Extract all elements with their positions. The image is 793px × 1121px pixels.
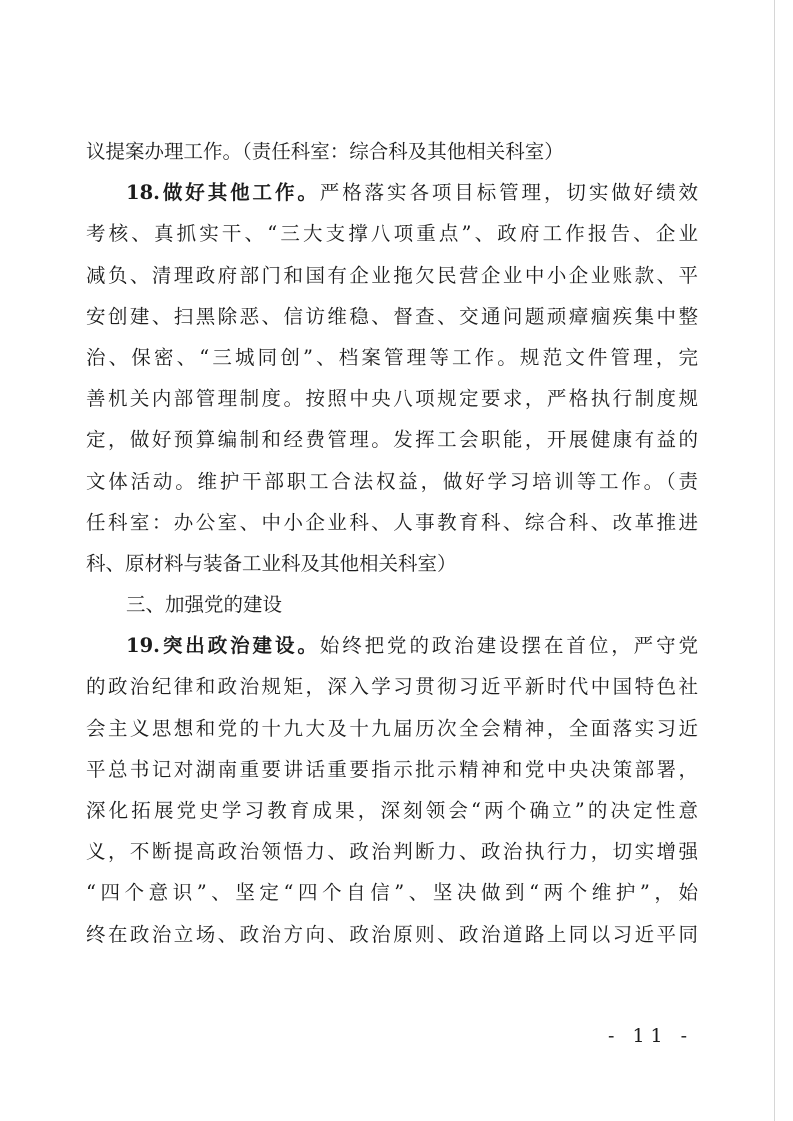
item-19-first-line bbox=[86, 625, 698, 666]
item-18-title: 做好其他工作。 bbox=[159, 181, 320, 205]
section-3-heading: 三、加强党的建设 bbox=[126, 593, 283, 617]
item-18-first-line bbox=[86, 172, 698, 213]
item-18-line: 定，做好预算编制和经费管理。发挥工会职能，开展健康有益的 bbox=[86, 428, 698, 452]
item-19-line: 会主义思想和党的十九大及十九届历次全会精神，全面落实习近 bbox=[86, 716, 698, 740]
item-18-line: 考核、真抓实干、“三大支撑八项重点”、政府工作报告、企业 bbox=[86, 222, 698, 246]
scan-edge-line bbox=[774, 0, 775, 1121]
item-18-line: 任科室：办公室、中小企业科、人事教育科、综合科、改革推进 bbox=[86, 510, 698, 534]
item-19-line: 终在政治立场、政治方向、政治原则、政治道路上同以习近平同 bbox=[86, 922, 698, 946]
item-19-number: 19. bbox=[126, 634, 160, 658]
page-number: - 11 - bbox=[608, 1025, 694, 1047]
item-18-line: 安创建、扫黑除恶、信访维稳、督查、交通问题顽瘴痼疾集中整 bbox=[86, 304, 698, 328]
item-18-line: 减负、清理政府部门和国有企业拖欠民营企业中小企业账款、平 bbox=[86, 263, 698, 287]
item-18-line: 治、保密、“三城同创”、档案管理等工作。规范文件管理，完 bbox=[86, 345, 698, 369]
item-18-number: 18. bbox=[126, 181, 160, 205]
item-18-line: 文体活动。维护干部职工合法权益，做好学习培训等工作。（责 bbox=[86, 469, 698, 493]
item-19-line: 的政治纪律和政治规矩，深入学习贯彻习近平新时代中国特色社 bbox=[86, 675, 698, 699]
item-19-text: 始终把党的政治建设摆在首位，严守党 bbox=[319, 634, 698, 658]
item-19-line: 义，不断提高政治领悟力、政治判断力、政治执行力，切实增强 bbox=[86, 840, 698, 864]
item-19-line: “四个意识”、坚定“四个自信”、坚决做到“两个维护”，始 bbox=[86, 881, 698, 905]
item-19-line: 平总书记对湖南重要讲话重要指示批示精神和党中央决策部署， bbox=[86, 757, 698, 781]
item-18-line: 科、原材料与装备工业科及其他相关科室） bbox=[86, 551, 457, 575]
item-18-text: 严格落实各项目标管理，切实做好绩效 bbox=[319, 181, 698, 205]
item-18-line: 善机关内部管理制度。按照中央八项规定要求，严格执行制度规 bbox=[86, 387, 698, 411]
paragraph-17-tail-line: 议提案办理工作。（责任科室：综合科及其他相关科室） bbox=[86, 140, 564, 163]
item-19-line: 深化拓展党史学习教育成果，深刻领会“两个确立”的决定性意 bbox=[86, 799, 698, 822]
document-body bbox=[86, 131, 698, 955]
item-19-title: 突出政治建设。 bbox=[159, 634, 320, 658]
